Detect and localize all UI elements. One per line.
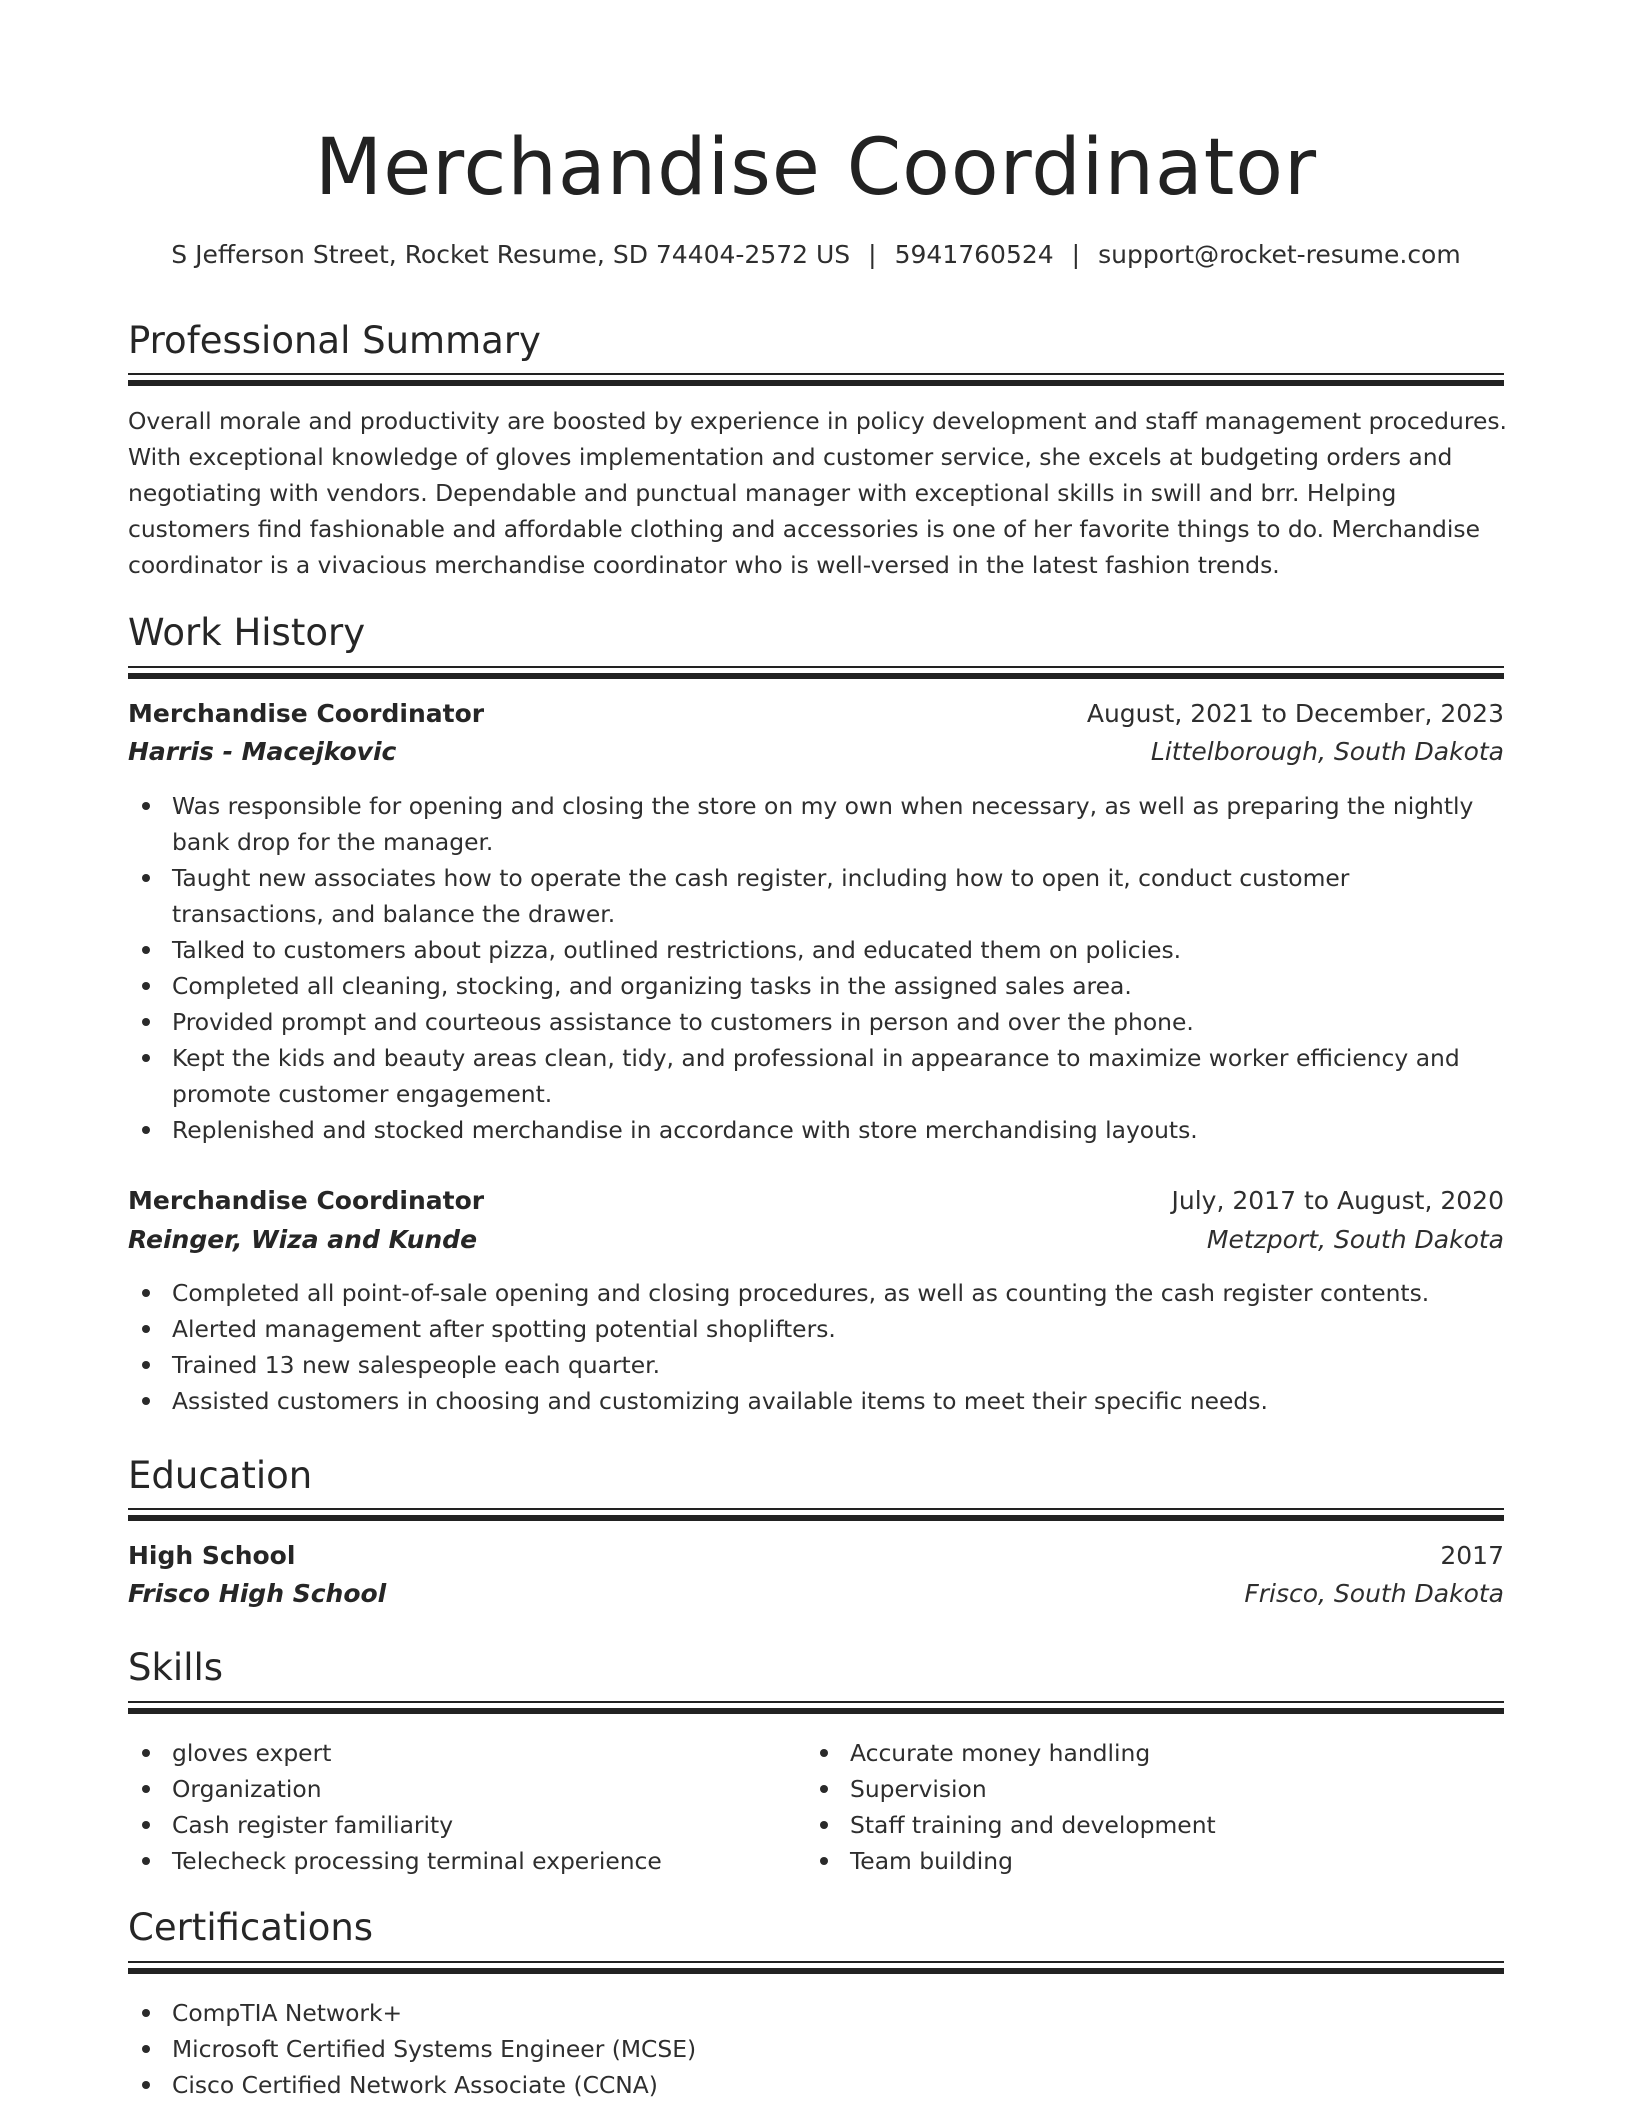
section-heading-work: Work History (128, 611, 366, 654)
list-item: Taught new associates how to operate the cash register, including how to open it, conduct customer transactions, and balance the drawer. (128, 860, 1498, 932)
job-header (128, 1183, 1504, 1219)
list-item: Kept the kids and beauty areas clean, tidy, and professional in appearance to maximize worker efficiency and promote customer engagement. (128, 1040, 1498, 1112)
section-divider (128, 1508, 1504, 1521)
list-item: Staff training and development (806, 1807, 1496, 1843)
job-dates: July, 2017 to August, 2020 (1171, 1186, 1504, 1215)
job-company: Harris - Macejkovic (128, 737, 397, 766)
education-year: 2017 (1440, 1541, 1504, 1570)
section-heading-skills: Skills (128, 1646, 224, 1689)
job-subheader (128, 734, 1504, 770)
education-header (128, 1538, 1504, 1574)
list-item: Trained 13 new salespeople each quarter. (128, 1347, 1498, 1383)
page-title: Merchandise Coordinator (314, 123, 1318, 213)
list-item: gloves expert (128, 1735, 788, 1771)
job-location: Metzport, South Dakota (1206, 1225, 1504, 1254)
list-item: Alerted management after spotting potential shoplifters. (128, 1311, 1498, 1347)
list-item: Assisted customers in choosing and customizing available items to meet their specific needs. (128, 1383, 1498, 1419)
section-heading-education: Education (128, 1454, 313, 1497)
job-location: Littelborough, South Dakota (1150, 737, 1504, 766)
list-item: Was responsible for opening and closing the store on my own when necessary, as well as preparing the nightly bank drop for the manager. (128, 788, 1498, 860)
job-subheader (128, 1222, 1504, 1258)
education-location: Frisco, South Dakota (1244, 1579, 1504, 1608)
list-item: Replenished and stocked merchandise in accordance with store merchandising layouts. (128, 1112, 1498, 1148)
summary-text: Overall morale and productivity are boosted by experience in policy development and staff management procedures. With exceptional knowledge of gloves implementation and customer service, she excels at budgeting orders and negotiating with vendors. Dependable and punctual manager with exceptional skills in swill and brr. Helping customers find fashionable and affordable clothing and accessories is one of her favorite things to do. Merchandise coordinator is a vivacious merchandise coordinator who is well-versed in the latest fashion trends. (128, 407, 1507, 579)
list-item: Cash register familiarity (128, 1807, 788, 1843)
education-degree: High School (128, 1541, 296, 1570)
list-item: Telecheck processing terminal experience (128, 1843, 788, 1879)
list-item: Organization (128, 1771, 788, 1807)
job-bullets (128, 788, 1498, 1148)
list-item: Cisco Certified Network Associate (CCNA) (128, 2067, 1498, 2103)
list-item: Supervision (806, 1771, 1496, 1807)
section-heading-certifications: Certifications (128, 1906, 374, 1949)
list-item: CompTIA Network+ (128, 1995, 1498, 2031)
skills-list-right (806, 1735, 1496, 1879)
list-item: Microsoft Certified Systems Engineer (MCSE) (128, 2031, 1498, 2067)
skills-list-left (128, 1735, 788, 1879)
section-divider (128, 373, 1504, 386)
contact-separator: | (868, 240, 877, 269)
contact-separator: | (1071, 240, 1081, 269)
job-bullets (128, 1275, 1498, 1419)
section-divider (128, 666, 1504, 679)
list-item: Accurate money handling (806, 1735, 1496, 1771)
list-item: Provided prompt and courteous assistance to customers in person and over the phone. (128, 1004, 1498, 1040)
education-school: Frisco High School (128, 1579, 387, 1608)
job-dates: August, 2021 to December, 2023 (1086, 699, 1504, 728)
section-divider (128, 1701, 1504, 1714)
section-heading-summary: Professional Summary (128, 319, 541, 362)
contact-email: support@rocket-resume.com (1098, 240, 1461, 269)
list-item: Talked to customers about pizza, outlined restrictions, and educated them on policies. (128, 932, 1498, 968)
list-item: Team building (806, 1843, 1496, 1879)
job-title: Merchandise Coordinator (128, 699, 485, 728)
job-title: Merchandise Coordinator (128, 1186, 485, 1215)
contact-line (0, 238, 1632, 272)
contact-address: S Jefferson Street, Rocket Resume, SD 74404-2572 US (171, 240, 851, 269)
section-divider (128, 1961, 1504, 1974)
education-subheader (128, 1576, 1504, 1612)
list-item: Completed all point-of-sale opening and closing procedures, as well as counting the cash register contents. (128, 1275, 1498, 1311)
list-item: Completed all cleaning, stocking, and organizing tasks in the assigned sales area. (128, 968, 1498, 1004)
certifications-list (128, 1995, 1498, 2103)
job-company: Reinger, Wiza and Kunde (128, 1225, 478, 1254)
job-header (128, 696, 1504, 732)
contact-phone: 5941760524 (894, 240, 1054, 269)
